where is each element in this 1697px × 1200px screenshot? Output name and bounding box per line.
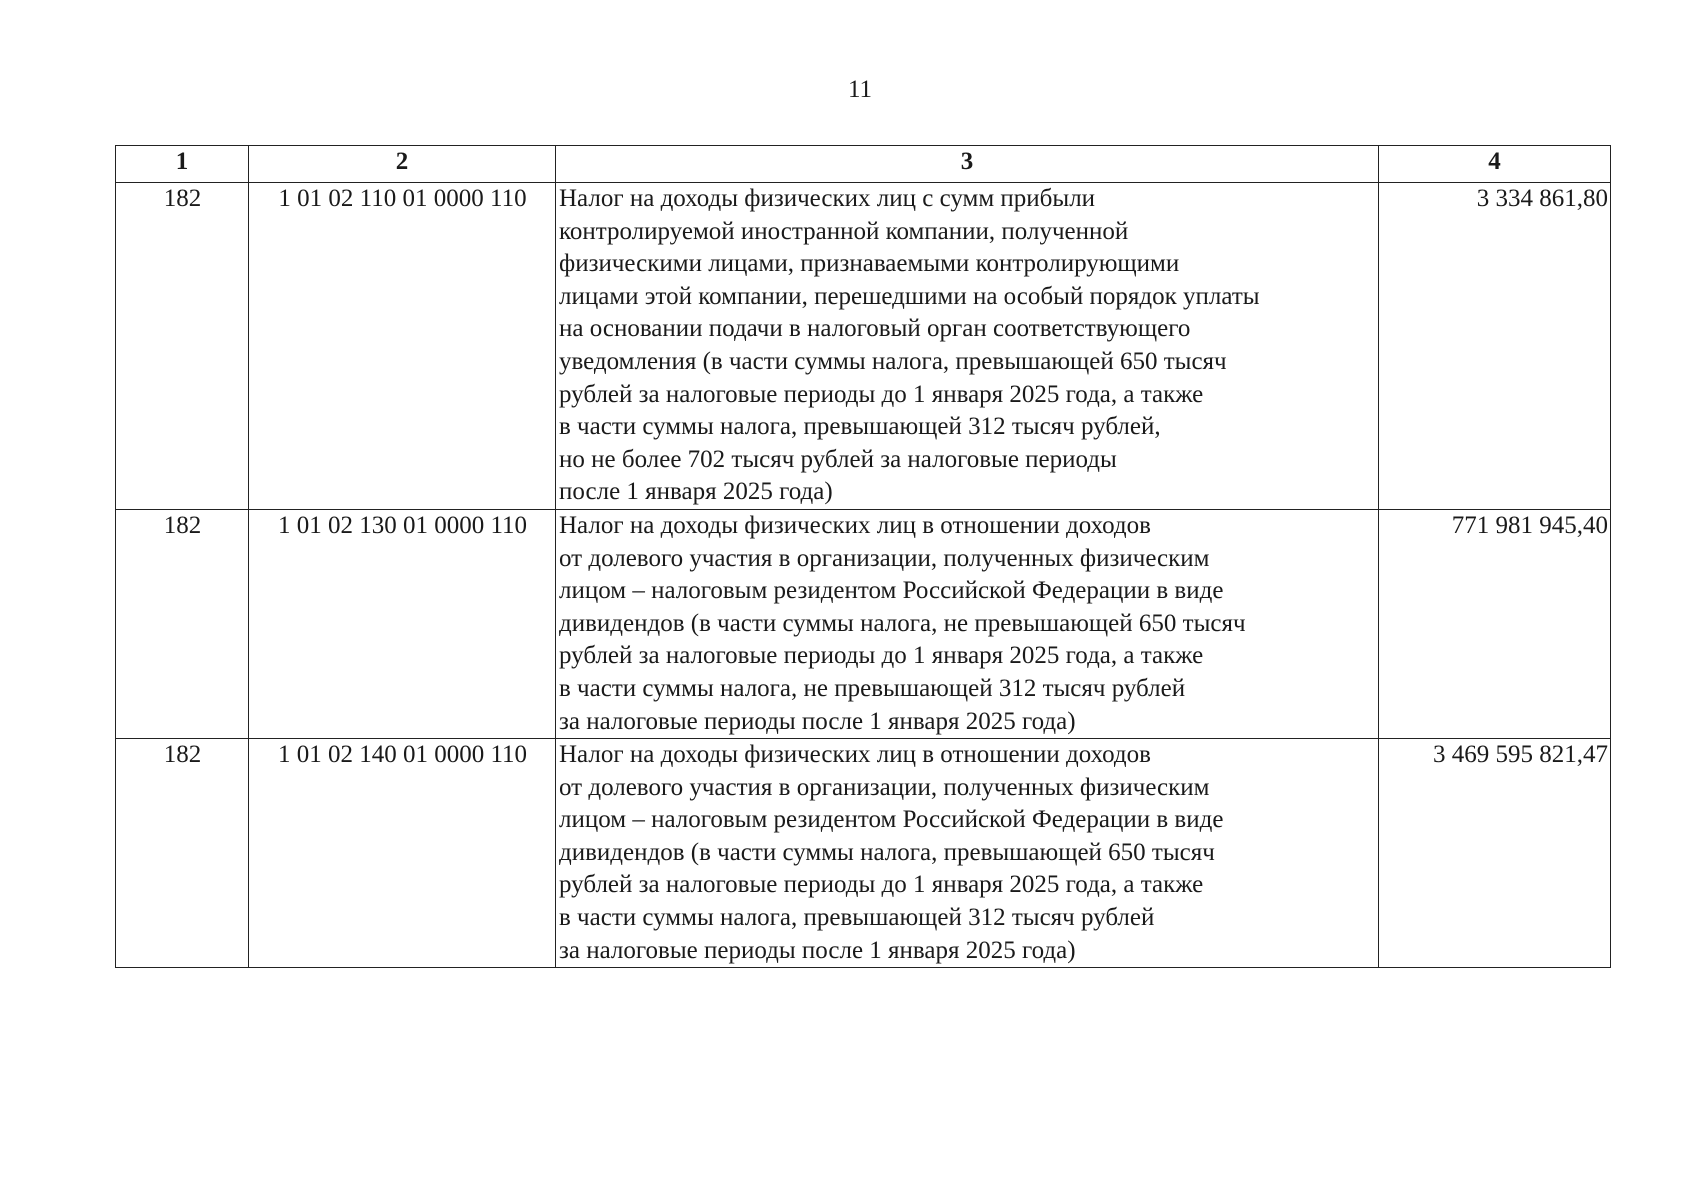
revenue-name-line: рублей за налоговые периоды до 1 января 2025 года, а также bbox=[559, 380, 1204, 408]
admin-code-cell: 182 bbox=[116, 183, 249, 510]
revenue-name-cell bbox=[556, 183, 1379, 510]
classification-code-cell: 1 01 02 130 01 0000 110 bbox=[249, 509, 556, 738]
revenue-name-cell bbox=[556, 509, 1379, 738]
table-row bbox=[116, 739, 1611, 968]
classification-code-cell: 1 01 02 140 01 0000 110 bbox=[249, 739, 556, 968]
revenue-name-line: контролируемой иностранной компании, полученной bbox=[559, 217, 1129, 245]
revenue-name-line: Налог на доходы физических лиц в отношении доходов bbox=[559, 741, 1151, 769]
revenue-name-line: физическими лицами, признаваемыми контролирующими bbox=[559, 250, 1180, 278]
revenue-name-line: рублей за налоговые периоды до 1 января 2025 года, а также bbox=[559, 642, 1204, 670]
header-col-3: 3 bbox=[556, 146, 1379, 183]
revenue-name-line: но не более 702 тысяч рублей за налоговые периоды bbox=[559, 445, 1117, 473]
revenue-name-cell bbox=[556, 739, 1379, 968]
table-row bbox=[116, 509, 1611, 738]
amount-cell: 3 469 595 821,47 bbox=[1379, 739, 1611, 968]
revenue-name-line: в части суммы налога, не превышающей 312 тысяч рублей bbox=[559, 674, 1186, 702]
revenue-name-line: лицом – налоговым резидентом Российской Федерации в виде bbox=[559, 806, 1224, 834]
amount-cell: 771 981 945,40 bbox=[1379, 509, 1611, 738]
revenue-name-line: дивидендов (в части суммы налога, не превышающей 650 тысяч bbox=[559, 609, 1246, 637]
revenue-name-line: за налоговые периоды после 1 января 2025 года) bbox=[559, 936, 1076, 964]
revenue-name-line: лицами этой компании, перешедшими на особый порядок уплаты bbox=[559, 282, 1260, 310]
revenue-name-line: уведомления (в части суммы налога, превышающей 650 тысяч bbox=[559, 347, 1227, 375]
revenue-name-line: в части суммы налога, превышающей 312 тысяч рублей, bbox=[559, 413, 1161, 441]
admin-code-cell: 182 bbox=[116, 509, 249, 738]
revenue-name-line: Налог на доходы физических лиц в отношении доходов bbox=[559, 511, 1151, 539]
revenue-name-line: после 1 января 2025 года) bbox=[559, 478, 833, 506]
revenue-name-line: от долевого участия в организации, полученных физическим bbox=[559, 773, 1210, 801]
revenue-name-line: в части суммы налога, превышающей 312 тысяч рублей bbox=[559, 904, 1155, 932]
revenue-name-line: дивидендов (в части суммы налога, превышающей 650 тысяч bbox=[559, 838, 1215, 866]
revenue-name-line: за налоговые периоды после 1 января 2025 года) bbox=[559, 707, 1076, 735]
amount-cell: 3 334 861,80 bbox=[1379, 183, 1611, 510]
header-col-1: 1 bbox=[116, 146, 249, 183]
revenue-name-line: от долевого участия в организации, полученных физическим bbox=[559, 544, 1210, 572]
table-row bbox=[116, 183, 1611, 510]
revenue-name-line: лицом – налоговым резидентом Российской Федерации в виде bbox=[559, 577, 1224, 605]
revenue-name-line: рублей за налоговые периоды до 1 января 2025 года, а также bbox=[559, 871, 1204, 899]
header-col-4: 4 bbox=[1379, 146, 1611, 183]
revenue-name-line: на основании подачи в налоговый орган соответствующего bbox=[559, 315, 1191, 343]
budget-revenue-table bbox=[115, 145, 1611, 968]
classification-code-cell: 1 01 02 110 01 0000 110 bbox=[249, 183, 556, 510]
table-header-row bbox=[116, 146, 1611, 183]
revenue-name-line: Налог на доходы физических лиц с сумм прибыли bbox=[559, 185, 1096, 212]
header-col-2: 2 bbox=[249, 146, 556, 183]
page-number: 11 bbox=[847, 76, 873, 103]
table-body bbox=[116, 183, 1611, 968]
admin-code-cell: 182 bbox=[116, 739, 249, 968]
